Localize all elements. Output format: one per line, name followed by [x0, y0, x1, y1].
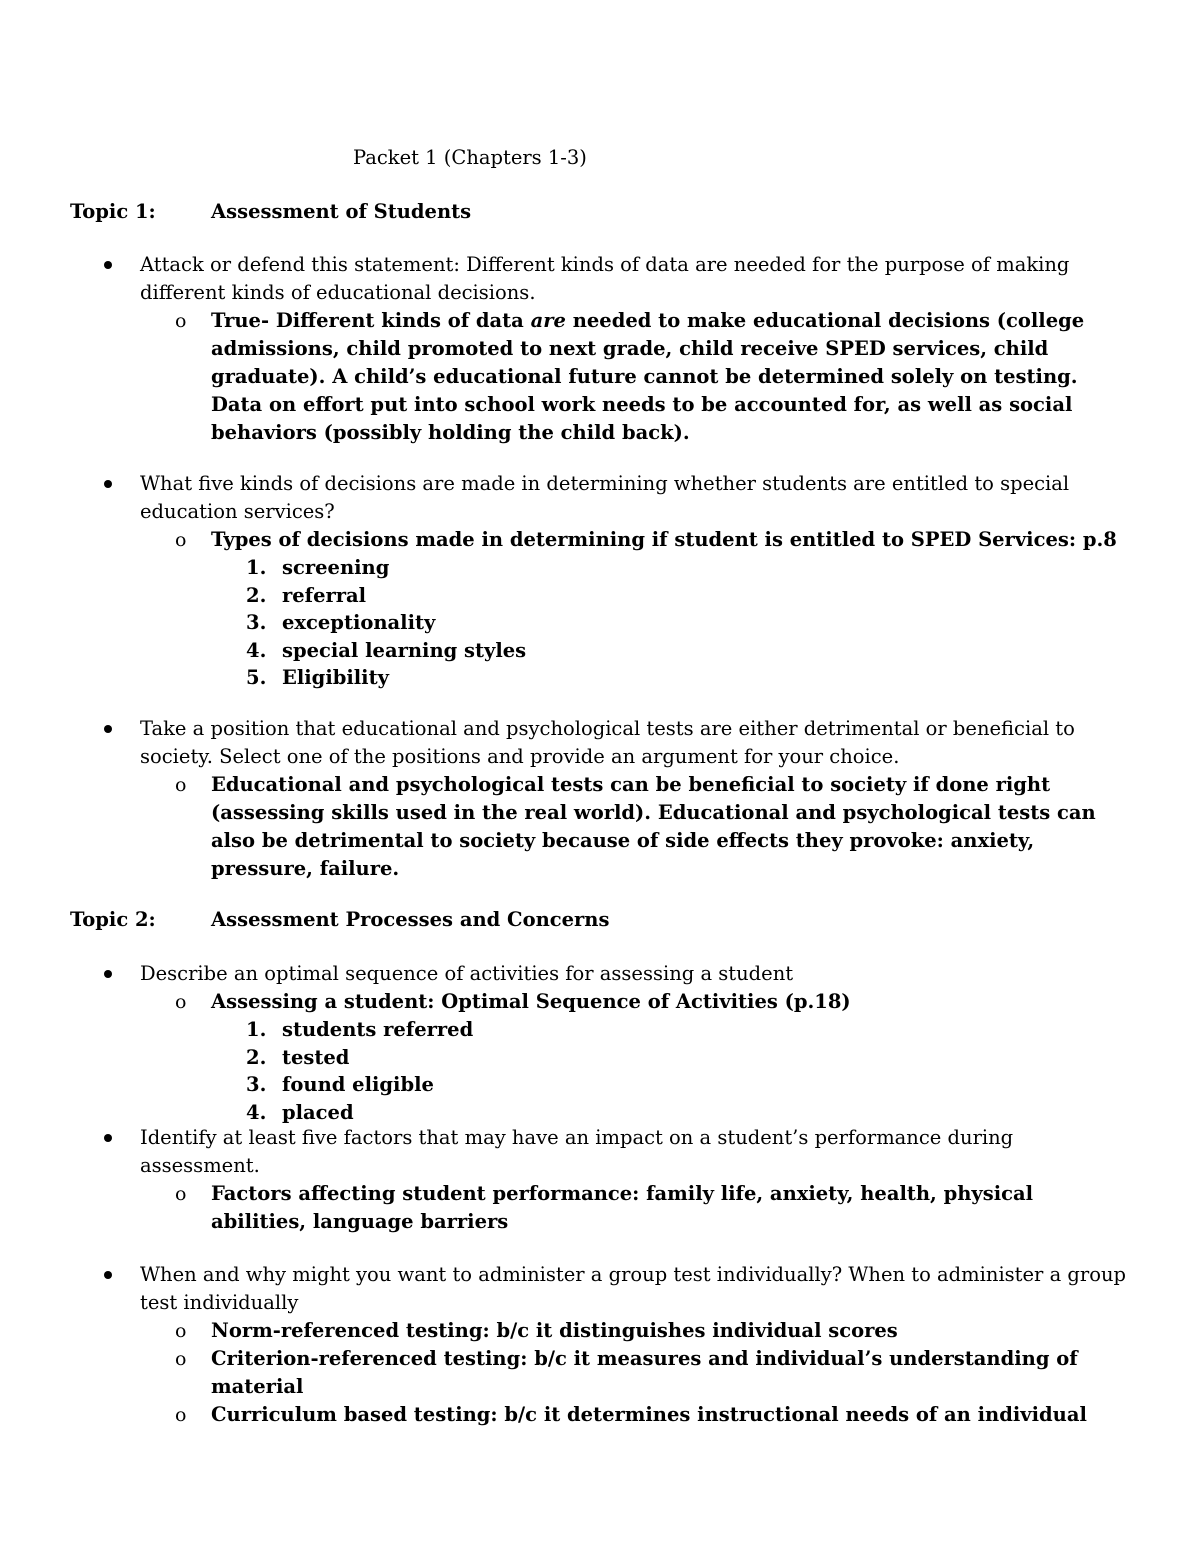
topic-2-heading: [70, 906, 609, 934]
topic-1-bullet-1: [140, 251, 1130, 447]
question-text: Identify at least five factors that may have an impact on a student’s performance during assessment.: [140, 1126, 1014, 1177]
answer-text: o Types of decisions made in determining if student is entitled to SPED Services: p.8: [140, 526, 1130, 554]
answer-part-b: needed to make educational decisions (college admissions, child promoted to next grade, child receive SPED services, child graduate). A child’s educational future cannot be determined solely on testing. Data on effort put into school work needs to be accounted for, as well as social behaviors (possibly holding the child back).: [211, 309, 1085, 444]
list-item: 2. tested: [246, 1045, 350, 1069]
circle-bullet-icon: o: [175, 1320, 187, 1342]
answer-text: o Assessing a student: Optimal Sequence of Activities (p.18): [140, 988, 1130, 1016]
circle-bullet-icon: o: [175, 310, 187, 332]
list-item: 3. exceptionality: [246, 611, 436, 634]
circle-bullet-icon: o: [175, 991, 187, 1013]
list-item: 1. students referred: [246, 1018, 474, 1041]
answer-part-a: True- Different kinds of data: [211, 309, 531, 332]
topic-1-heading: [70, 198, 471, 226]
bullet-icon: [104, 261, 112, 269]
circle-bullet-icon: o: [175, 1348, 187, 1370]
question-text: Describe an optimal sequence of activities for assessing a student: [140, 962, 794, 985]
circle-bullet-icon: o: [175, 529, 187, 551]
answer-text: o Educational and psychological tests can be beneficial to society if done right (assessing skills used in the real world). Educational and psychological tests can also be detrimental to society because of side effects they provoke: anxiety, pressure, failure.: [175, 773, 1096, 880]
answer-text: o Factors affecting student performance: family life, anxiety, health, physical abilities, language barriers: [175, 1182, 1034, 1233]
bullet-icon: [104, 725, 112, 733]
topic-1-bullet-2: [140, 470, 1130, 692]
bullet-icon: [104, 1134, 112, 1142]
topic-2-label: Topic 2:: [70, 908, 156, 931]
answer-emphasis: are: [530, 309, 566, 332]
answer-text: [140, 307, 1130, 447]
topic-1-title: Assessment of Students: [211, 200, 472, 223]
topic-2-bullet-3: [140, 1261, 1130, 1429]
list-item: 4. placed: [246, 1100, 354, 1124]
answer-text: o Curriculum based testing: b/c it determines instructional needs of an individual: [140, 1401, 1130, 1429]
circle-bullet-icon: o: [175, 1404, 187, 1426]
topic-2-bullet-1: [140, 960, 1130, 1126]
circle-bullet-icon: o: [175, 774, 187, 796]
circle-bullet-icon: o: [175, 1183, 187, 1205]
bullet-icon: [104, 480, 112, 488]
question-text: What five kinds of decisions are made in determining whether students are entitled to special education services?: [140, 472, 1070, 523]
list-item: 2. referral: [246, 583, 367, 607]
page-title: Packet 1 (Chapters 1-3): [353, 146, 587, 169]
answer-text: o Norm-referenced testing: b/c it distinguishes individual scores: [140, 1317, 1130, 1345]
topic-2-title: Assessment Processes and Concerns: [211, 908, 610, 931]
question-text: Attack or defend this statement: Different kinds of data are needed for the purpose of making different kinds of educational decisions.: [140, 253, 1070, 304]
topic-2-bullet-2: [140, 1124, 1130, 1236]
list-item: 3. found eligible: [246, 1073, 434, 1096]
list-item: 5. Eligibility: [246, 666, 389, 689]
list-item: 1. screening: [246, 556, 390, 579]
topic-1-bullet-3: [140, 715, 1130, 883]
list-item: 4. special learning styles: [246, 638, 527, 662]
question-text: When and why might you want to administer a group test individually? When to administer a group test individually: [140, 1263, 1126, 1314]
question-text: Take a position that educational and psychological tests are either detrimental or beneficial to society. Select one of the positions and provide an argument for your choice.: [140, 717, 1075, 768]
answer-text: o Criterion-referenced testing: b/c it measures and individual’s understanding of material: [175, 1347, 1078, 1398]
bullet-icon: [104, 970, 112, 978]
bullet-icon: [104, 1271, 112, 1279]
topic-1-label: Topic 1:: [70, 200, 156, 223]
